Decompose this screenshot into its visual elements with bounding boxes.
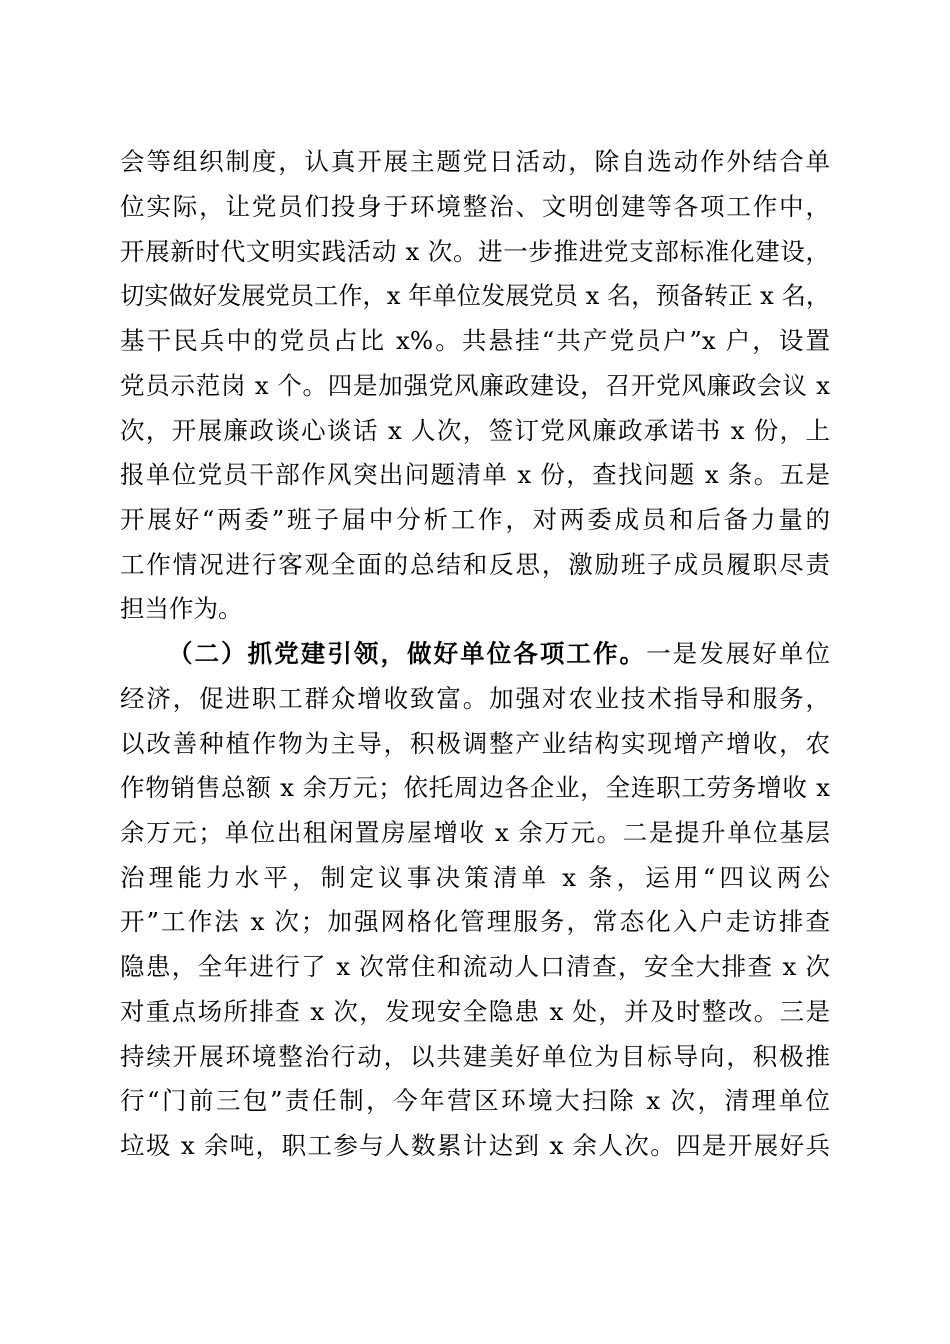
text-line: 工作情况进行客观全面的总结和反思，激励班子成员履职尽责	[120, 550, 830, 579]
text-line: 基干民兵中的党员占比 x%。共悬挂“共产党员户”x 户，设置	[120, 326, 830, 355]
text-line: 报单位党员干部作风突出问题清单 x 份，查找问题 x 条。五是	[120, 460, 830, 489]
text-line: 作物销售总额 x 余万元；依托周边各企业，全连职工劳务增收 x	[120, 773, 830, 802]
text-line: 行“门前三包”责任制，今年营区环境大扫除 x 次，清理单位	[120, 1086, 830, 1115]
text-line: 担当作为。	[120, 594, 243, 623]
text-line: 隐患，全年进行了 x 次常住和流动人口清查，安全大排查 x 次	[120, 952, 830, 981]
text-line: 会等组织制度，认真开展主题党日活动，除自选动作外结合单	[120, 147, 830, 176]
text-line: 经济，促进职工群众增收致富。加强对农业技术指导和服务，	[120, 684, 830, 713]
text-line: 对重点场所排查 x 次，发现安全隐患 x 处，并及时整改。三是	[120, 997, 830, 1026]
text-line: 开”工作法 x 次；加强网格化管理服务，常态化入户走访排查	[120, 907, 830, 936]
text-line: 持续开展环境整治行动，以共建美好单位为目标导向，积极推	[120, 1042, 830, 1071]
text-line: 开展新时代文明实践活动 x 次。进一步推进党支部标准化建设，	[120, 237, 830, 266]
text-line: 余万元；单位出租闲置房屋增收 x 余万元。二是提升单位基层	[120, 818, 830, 847]
text-line: 党员示范岗 x 个。四是加强党风廉政建设，召开党风廉政会议 x	[120, 371, 830, 400]
text-line: 治理能力水平，制定议事决策清单 x 条，运用“四议两公	[120, 863, 830, 892]
text-line: 以改善种植作物为主导，积极调整产业结构实现增产增收，农	[120, 729, 830, 758]
heading-line-rest: 一是发展好单位	[646, 639, 830, 668]
section-heading-line	[168, 634, 830, 674]
text-line: 切实做好发展党员工作，x 年单位发展党员 x 名，预备转正 x 名，	[120, 281, 831, 310]
text-line: 开展好“两委”班子届中分析工作，对两委成员和后备力量的	[120, 505, 830, 534]
text-line: 位实际，让党员们投身于环境整治、文明创建等各项工作中，	[120, 192, 830, 221]
text-line: 次，开展廉政谈心谈话 x 人次，签订党风廉政承诺书 x 份，上	[120, 416, 830, 445]
text-line: 垃圾 x 余吨，职工参与人数累计达到 x 余人次。四是开展好兵	[120, 1131, 830, 1160]
section-heading: （二）抓党建引领，做好单位各项工作。	[168, 639, 647, 668]
